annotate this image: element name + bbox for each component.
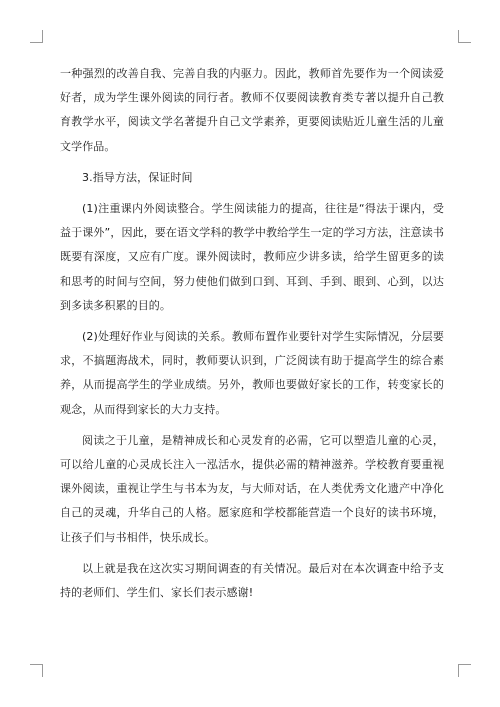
crop-mark-top-right [458,30,471,43]
document-body [60,62,444,612]
paragraph-reading-for-children: 阅读之于儿童，是精神成长和心灵发育的必需，它可以塑造儿童的心灵，可以给儿童的心灵成长注入一泓活水，提供必需的精神滋养。学校教育要重视课外阅读，重视让学生与书本为友，与大师对话，在人类优秀文化遗产中净化自己的灵魂，升华自己的人格。愿家庭和学校都能营造一个良好的读书环境，让孩子们与书相伴，快乐成长。 [60,433,444,544]
paragraph-continuation: 一种强烈的改善自我、完善自我的内驱力。因此，教师首先要作为一个阅读爱好者，成为学生课外阅读的同行者。教师不仅要阅读教育类专著以提升自己教育教学水平，阅读文学名著提升自己文学素养，更要阅读贴近儿童生活的儿童文学作品。 [60,67,444,153]
paragraph-homework-reading: (2)处理好作业与阅读的关系。教师布置作业要针对学生实际情况，分层要求，不搞题海战术，同时，教师要认识到，广泛阅读有助于提高学生的综合素养，从而提高学生的学业成绩。另外，教师也要做好家长的工作，转变家长的观念，从而得到家长的大力支持。 [60,330,444,416]
paragraph-reading-integration: (1)注重课内外阅读整合。学生阅读能力的提高，往往是“得法于课内，受益于课外”，因此，要在语文学科的教学中教给学生一定的学习方法，注意读书既要有深度，又应有广度。课外阅读时，教师应少讲多读，给学生留更多的读和思考的时间与空间，努力使他们做到口到、耳到、手到、眼到、心到，以达到多读多积累的目的。 [60,202,444,312]
crop-mark-bottom-left [30,664,43,677]
crop-mark-bottom-right [458,664,471,677]
paragraph-conclusion: 以上就是我在这次实习期间调查的有关情况。最后对在本次调查中给予支持的老师们、学生们、家长们表示感谢! [60,561,444,600]
crop-mark-top-left [30,30,43,43]
section-heading: 3.指导方法，保证时间 [82,170,193,184]
